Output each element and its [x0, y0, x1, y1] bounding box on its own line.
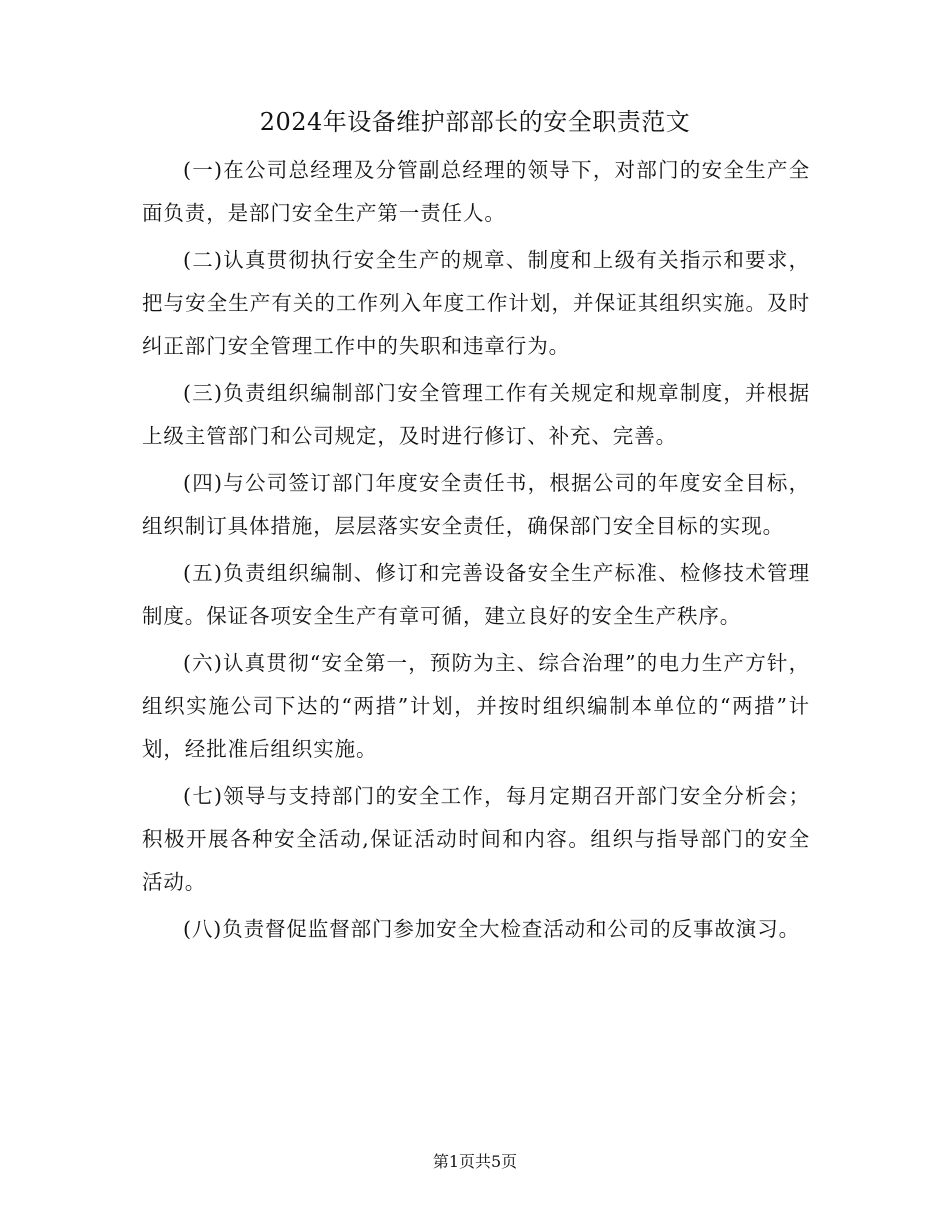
- paragraph-8: (八)负责督促监督部门参加安全大检查活动和公司的反事故演习。: [183, 917, 800, 941]
- document-body: [142, 149, 810, 955]
- paragraph-5: (五)负责组织编制、修订和完善设备安全生产标准、检修技术管理制度。保证各项安全生产有章可循，建立良好的安全生产秩序。: [142, 561, 810, 628]
- paragraph-3: (三)负责组织编制部门安全管理工作有关规定和规章制度，并根据上级主管部门和公司规定，及时进行修订、补充、完善。: [142, 381, 810, 448]
- paragraph-2: (二)认真贯彻执行安全生产的规章、制度和上级有关指示和要求，把与安全生产有关的工作列入年度工作计划，并保证其组织实施。及时纠正部门安全管理工作中的失职和违章行为。: [142, 248, 810, 358]
- paragraph-6: (六)认真贯彻“安全第一，预防为主、综合治理”的电力生产方针，组织实施公司下达的“两措”计划，并按时组织编制本单位的“两措”计划，经批准后组织实施。: [142, 651, 810, 761]
- paragraph-7: (七)领导与支持部门的安全工作，每月定期召开部门安全分析会；积极开展各种安全活动,保证活动时间和内容。组织与指导部门的安全活动。: [142, 784, 810, 894]
- document-title: 2024年设备维护部部长的安全职责范文: [259, 108, 691, 136]
- paragraph-4: (四)与公司签订部门年度安全责任书，根据公司的年度安全目标，组织制订具体措施，层层落实安全责任，确保部门安全目标的实现。: [142, 471, 810, 538]
- page-number: 第1页共5页: [432, 1152, 518, 1171]
- paragraph-1: (一)在公司总经理及分管副总经理的领导下，对部门的安全生产全面负责，是部门安全生产第一责任人。: [142, 158, 810, 225]
